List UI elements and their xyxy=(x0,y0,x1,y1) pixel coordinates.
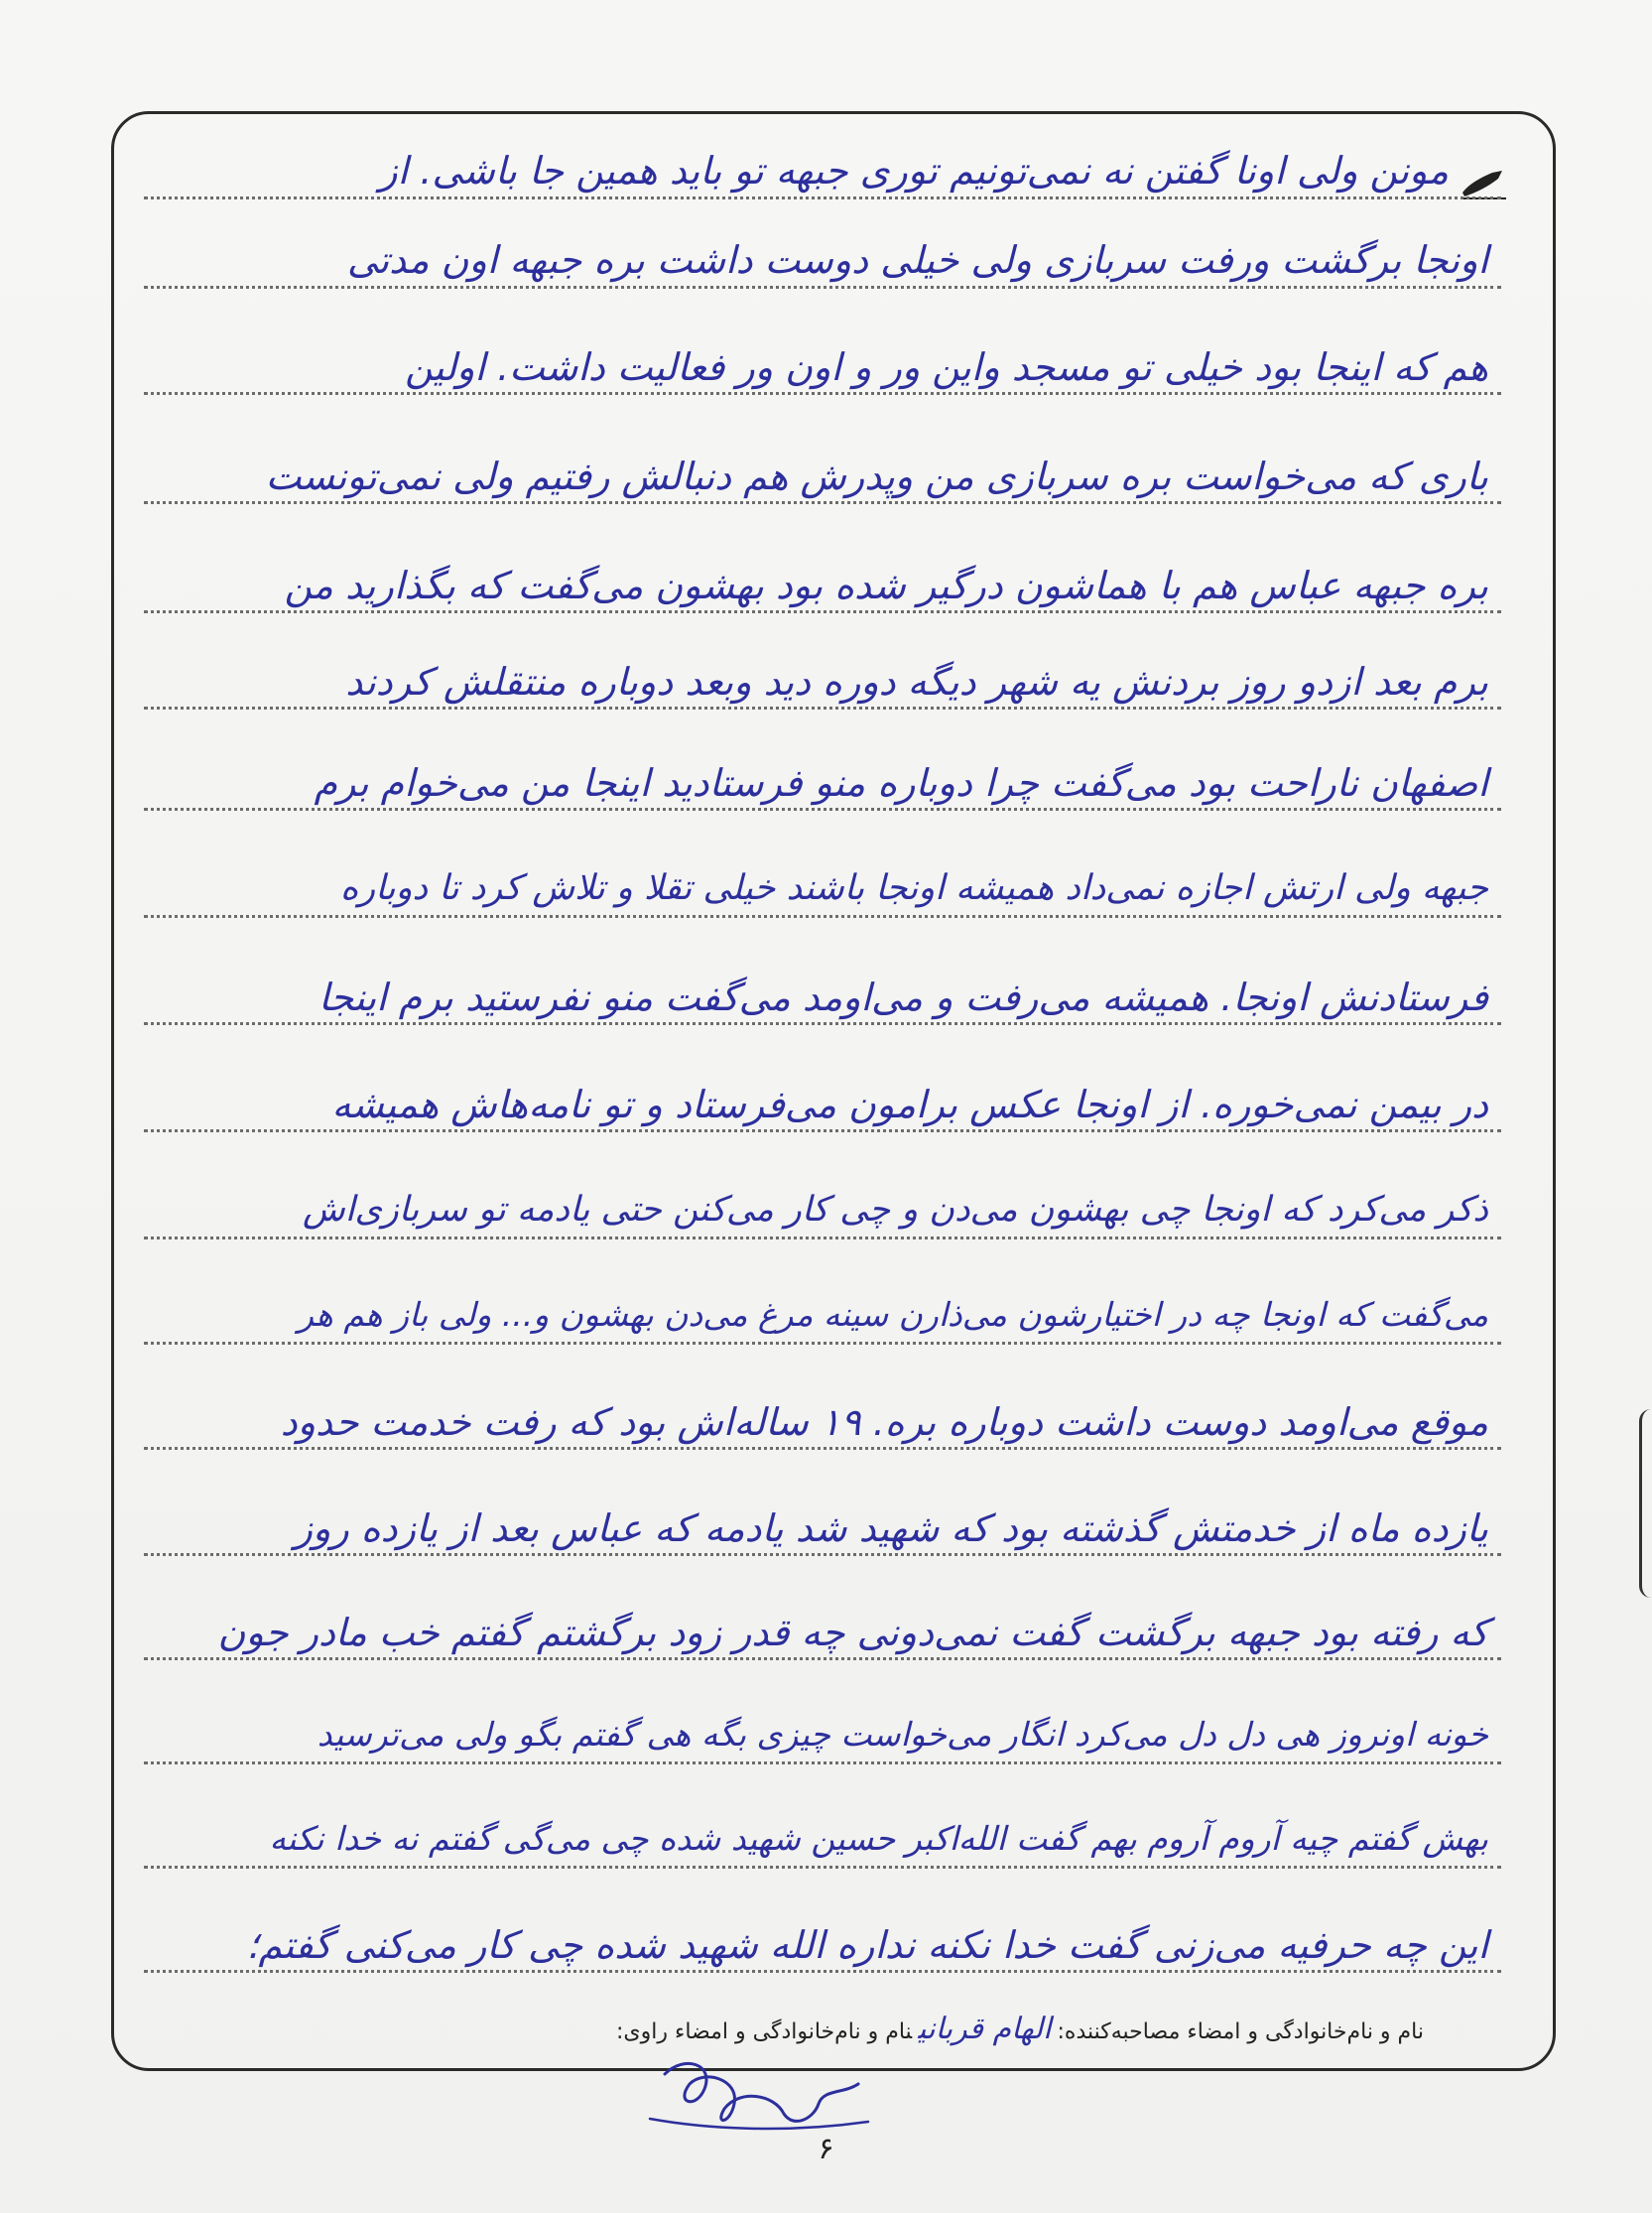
handwritten-line: هم که اینجا بود خیلی تو مسجد واین ور و اون ور فعالیت داشت. اولین xyxy=(405,345,1488,389)
ruled-line xyxy=(144,1970,1501,1973)
handwritten-line: باری که می‌خواست بره سربازی من وپدرش هم دنبالش رفتیم ولی نمی‌تونست xyxy=(265,455,1488,498)
handwritten-line: می‌گفت که اونجا چه در اختیارشون می‌ذارن سینه مرغ می‌دن بهشون و... ولی باز هم هر xyxy=(298,1295,1488,1334)
ruled-line xyxy=(144,1022,1501,1025)
ruled-line xyxy=(144,501,1501,504)
ruled-line xyxy=(144,1761,1501,1764)
handwritten-line: موقع می‌اومد دوست داشت دوباره بره. ۱۹ ساله‌اش بود که رفت خدمت حدود xyxy=(280,1400,1488,1444)
handwritten-line: فرستادنش اونجا. همیشه می‌رفت و می‌اومد می‌گفت منو نفرستید برم اینجا xyxy=(318,976,1488,1019)
handwritten-line: بهش گفتم چیه آروم آروم بهم گفت الله‌اکبر حسین شهید شده چی می‌گی گفتم نه خدا نکنه xyxy=(269,1819,1488,1858)
ruled-line xyxy=(144,196,1501,199)
ruled-line xyxy=(144,392,1501,395)
ruled-line xyxy=(144,1129,1501,1132)
ruled-line xyxy=(144,1447,1501,1450)
handwritten-line: اونجا برگشت ورفت سربازی ولی خیلی دوست داشت بره جبهه اون مدتی xyxy=(346,238,1488,282)
handwritten-line: این چه حرفیه می‌زنی گفت خدا نکنه نداره الله شهید شده چی کار می‌کنی گفتم؛ xyxy=(246,1923,1488,1967)
handwritten-line: برم بعد ازدو روز بردنش یه شهر دیگه دوره دید وبعد دوباره منتقلش کردند xyxy=(345,660,1488,704)
handwritten-line: خونه اونروز هی دل دل می‌کرد انگار می‌خواست چیزی بگه هی گفتم بگو ولی می‌ترسید xyxy=(317,1715,1488,1754)
handwritten-line: یازده ماه از خدمتش گذشته بود که شهید شد یادمه که عباس بعد از یازده روز xyxy=(294,1506,1488,1550)
handwritten-line: در بیمن نمی‌خوره. از اونجا عکس برامون می‌فرستاد و تو نامه‌هاش همیشه xyxy=(331,1083,1488,1126)
interviewer-name: الهام قربانی xyxy=(918,2012,1052,2046)
ruled-line xyxy=(144,1237,1501,1239)
handwritten-line: ذکر می‌کرد که اونجا چی بهشون می‌دن و چی کار می‌کنن حتی یادمه تو سربازی‌اش xyxy=(303,1190,1488,1230)
handwritten-line: که رفته بود جبهه برگشت گفت نمی‌دونی چه قدر زود برگشتم گفتم خب مادر جون xyxy=(217,1611,1488,1654)
handwritten-line: بره جبهه عباس هم با هماشون درگیر شده بود بهشون می‌گفت که بگذارید من xyxy=(284,564,1488,607)
interviewer-label: نام و نام‌خانوادگی و امضاء مصاحبه‌کننده: xyxy=(1057,2019,1424,2044)
signature-footer xyxy=(332,2012,1424,2046)
ruled-line xyxy=(144,1866,1501,1869)
ruled-line xyxy=(144,707,1501,710)
ruled-line xyxy=(144,610,1501,613)
pen-writing-icon xyxy=(1459,167,1508,200)
ruled-line xyxy=(144,1657,1501,1660)
handwritten-line: مونن ولی اونا گفتن نه نمی‌تونیم توری جبهه تو باید همین جا باشی. از xyxy=(379,149,1449,193)
handwritten-line: جبهه ولی ارتش اجازه نمی‌داد همیشه اونجا باشند خیلی تقلا و تلاش کرد تا دوباره xyxy=(339,868,1488,908)
ruled-line xyxy=(144,1553,1501,1556)
page-number: ۶ xyxy=(818,2132,834,2166)
ruled-line xyxy=(144,808,1501,811)
narrator-label: نام و نام‌خانوادگی و امضاء راوی: xyxy=(616,2019,913,2044)
handwritten-line: اصفهان ناراحت بود می‌گفت چرا دوباره منو فرستادید اینجا من می‌خوام برم xyxy=(314,761,1488,805)
handwritten-signature xyxy=(645,2034,873,2144)
ruled-line xyxy=(144,286,1501,289)
binding-edge xyxy=(1639,1409,1652,1598)
ruled-line xyxy=(144,1342,1501,1345)
ruled-line xyxy=(144,915,1501,918)
